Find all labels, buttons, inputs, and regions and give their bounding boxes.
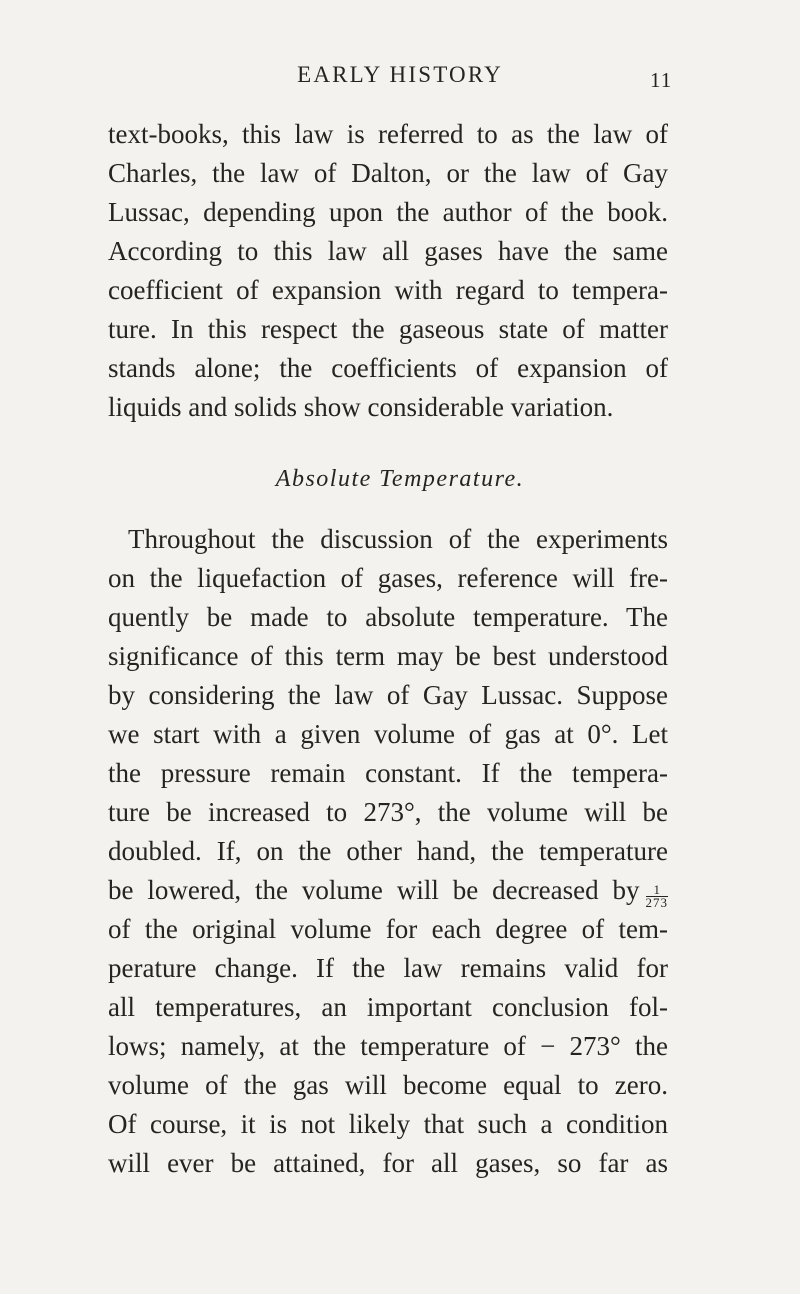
text-line: we start with a given volume of gas at 0°. Let	[108, 719, 668, 749]
fraction-line-text: be lowered, the volume will be decreased by	[108, 875, 640, 905]
text-line: According to this law all gases have the same	[108, 236, 668, 266]
text-line: will ever be attained, for all gases, so far as	[108, 1148, 668, 1178]
fraction-denominator: 273	[645, 895, 668, 910]
text-line: volume of the gas will become equal to zero.	[108, 1070, 668, 1100]
text-line: on the liquefaction of gases, reference will fre-	[108, 563, 668, 593]
text-line: by considering the law of Gay Lussac. Suppose	[108, 680, 668, 710]
fraction	[646, 884, 669, 909]
text-line: Charles, the law of Dalton, or the law of Gay	[108, 158, 668, 188]
text-line: stands alone; the coefficients of expansion of	[108, 353, 668, 383]
text-line: liquids and solids show considerable variation.	[108, 392, 614, 422]
page-number: 11	[650, 68, 673, 92]
fraction-line	[108, 871, 668, 910]
paragraph-2	[108, 520, 668, 1183]
text-line: significance of this term may be best understood	[108, 641, 668, 671]
text-line: the pressure remain constant. If the tempera-	[108, 758, 668, 788]
text-line: all temperatures, an important conclusion fol-	[108, 992, 668, 1022]
fraction-numerator: 1	[646, 884, 669, 897]
text-line: Of course, it is not likely that such a condition	[108, 1109, 668, 1139]
text-line: lows; namely, at the temperature of − 273° the	[108, 1031, 668, 1061]
text-line: ture. In this respect the gaseous state of matter	[108, 314, 668, 344]
text-line: of the original volume for each degree of tem-	[108, 914, 668, 944]
text-line: ture be increased to 273°, the volume will be	[108, 797, 668, 827]
text-line: doubled. If, on the other hand, the temperature	[108, 836, 668, 866]
text-line: text-books, this law is referred to as the law of	[108, 119, 668, 149]
text-line: quently be made to absolute temperature. The	[108, 602, 668, 632]
running-head: EARLY HISTORY	[297, 62, 503, 87]
text-line: coefficient of expansion with regard to tempera-	[108, 275, 668, 305]
paragraph-1	[108, 115, 668, 427]
text-line: perature change. If the law remains valid for	[108, 953, 668, 983]
text-line: Throughout the discussion of the experiments	[128, 524, 668, 554]
text-line: Lussac, depending upon the author of the book.	[108, 197, 668, 227]
section-heading: Absolute Temperature.	[275, 466, 525, 492]
